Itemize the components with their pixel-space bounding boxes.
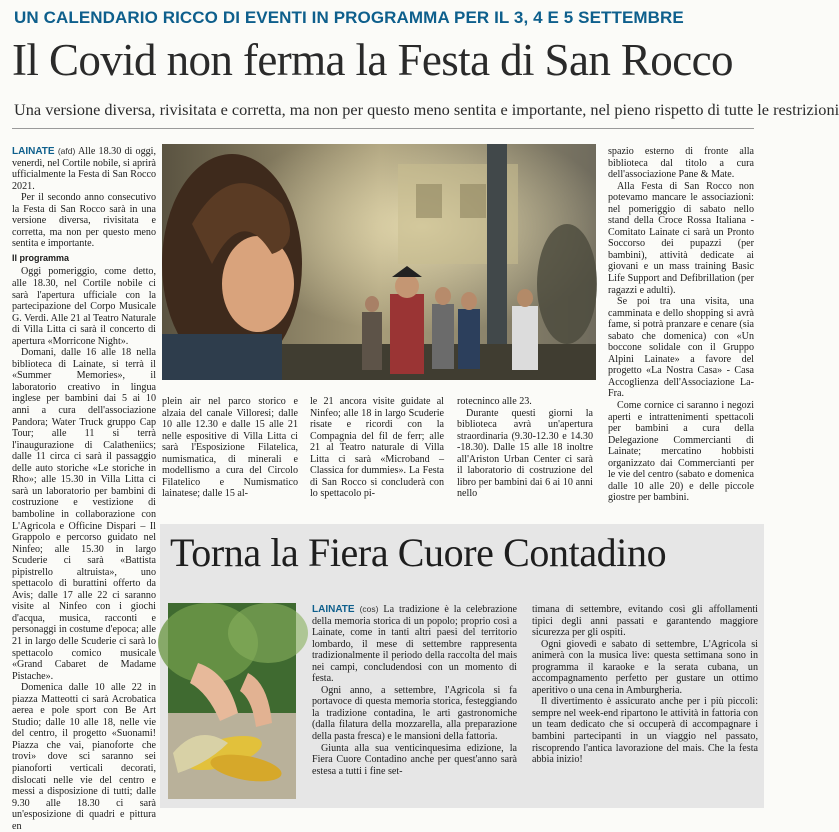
article1-column-3 (310, 396, 444, 526)
body-paragraph (312, 604, 517, 685)
author-initials: (afd) (57, 146, 76, 156)
body-paragraph: Durante questi giorni la biblioteca avrà un'apertura straordinaria (9.30-12.30 e 14.30 -18.30). Dalle 15 alle 18 inoltre all'Ariston Urban Center ci sarà il laboratorio di costruzione del libro per bambini dai 6 ai 10 anni nello (457, 407, 593, 500)
intro-paragraph (12, 146, 156, 192)
author-initials: (cos) (359, 604, 379, 614)
section-heading: Il programma (12, 252, 70, 263)
body-paragraph: timana di settembre, evitando così gli affollamenti tipici degli anni passati e garantendo maggiore sicurezza per gli ospiti. (532, 604, 758, 639)
article1-column-2 (162, 396, 298, 526)
body-paragraph: Giunta alla sua venticinquesima edizione, la Fiera Cuore Contadino anche per quest'anno sarà estesa a tutti i fine set- (312, 742, 517, 777)
city-label: LAINATE (312, 604, 355, 615)
body-paragraph: le 21 ancora visite guidate al Ninfeo; alle 18 in largo Scuderie risate e ricordi con la Compagnia del fil de ferr; alle 21 al Teatro naturale di Villa Litta ci sarà «Microband –Classica for dummies». La Festa di San Rocco si concluderà con lo spettacolo pi- (310, 396, 444, 500)
kicker: UN CALENDARIO RICCO DI EVENTI IN PROGRAMMA PER IL 3, 4 E 5 SETTEMBRE (14, 8, 684, 27)
body-paragraph: Come cornice ci saranno i negozi aperti e intrattenimenti spettacoli per bambini a cura della Delegazione Commercianti di Lainate; mercatino hobbisti organizzato dai Commercianti per le vie del centro (sabato e domenica dalle 10 alle 20) e delle piccole giostre per bambini. (608, 400, 754, 504)
body-paragraph: Ogni giovedì e sabato di settembre, L'Agricola si animerà con la musica live: questa settimana sono in programma il karaoke e la serata cubana, un accompagnamento perfetto per gustare un ottimo aperitivo o una cena in Amburgheria. (532, 638, 758, 696)
article1-column-5 (608, 146, 754, 522)
festival-photo (162, 144, 596, 380)
article2-title: Torna la Fiera Cuore Contadino (170, 530, 667, 575)
intro-text: Alle 18.30 di oggi, venerdì, nel Cortile nobile, si aprirà ufficialmente la Festa di San Rocco 2021. (12, 146, 156, 192)
body-paragraph: rotecnincо alle 23. (457, 396, 532, 407)
intro-paragraph-2: Per il secondo anno consecutivo la Festa di San Rocco sarà in una versione diversa, rivisitata e corretta, ma non per questo meno sentita e importante. (12, 192, 156, 250)
body-paragraph: Alla Festa di San Rocco non potevamo mancare le associazioni: nel pomeriggio di sabato nello stand della Croce Rossa Italiana - Comitato Lainate ci sarà un Pronto Soccorso dei pupazzi (per bambini), attività dedicate ai giovani e un mass training Basic Life Support and Defibrillation (per ragazzi e adulti). (608, 180, 754, 296)
body-paragraph: Domani, dalle 16 alle 18 nella biblioteca di Lainate, si terrà il «Summer Memories», il laboratorio creativo in lingua inglese per bambini dai 5 ai 10 anni a cura dell'associazione Pandora; Water Truck gruppo Cap Tour; alle 11 si terrà l'inaugurazione di Calatheniics; dalle 11 circa ci sarà il passaggio delle auto storiche «Le storiche in Rho»; alle 15.30 in Villa Litta ci sarà un laboratorio per bambini di costruzione e vestizione di bamboline in collaborazione con L'Agricola e Officine Dispari – Il Grappolo e percorso guidato nel Ninfeo; alle 15.30 in largo Scuderie ci sarà «Battista pipistrello altruista», uno spettacolo di burattini offerto da Avis; dalle 17 alle 22 ci saranno visite al Ninfeo con i giochi d'acqua, musica, racconti e personaggi in costume d'epoca; alle 21 in largo delle Scuderie ci sarà lo spettacolo comico musicale «Grand Cabaret de Madame Pistache». (12, 347, 156, 682)
body-paragraph: plein air nel parco storico e alzaia del canale Villoresi; dalle 10 alle 12.30 e dalle 15 alle 21 nelle espositive di Villa Litta ci sarà l'Esposizione Filatelica, numismatica, di minerali e modellismo a cura del Circolo Filatelico e Numismatico lainatese; dalle 15 al- (162, 396, 298, 500)
subtitle: Una versione diversa, rivisitata e corretta, ma non per questo meno sentita e importante, nel pieno rispetto di tutte le restrizioni (14, 100, 839, 119)
body-paragraph: Oggi pomeriggio, come detto, alle 18.30, nel Cortile nobile ci sarà l'apertura ufficiale con la partecipazione del Corpo Musicale G. Verdi. Alle 21 al Teatro Naturale di Villa Litta ci sarà il concerto di apertura «Morricone Night». (12, 266, 156, 347)
corn-photo-illustration (168, 603, 296, 799)
article2-column-2 (532, 604, 758, 804)
body-paragraph: Se poi tra una visita, una camminata e dello shopping si avrà fame, si potrà pranzare e cenare (sia sabato che domenica) con «Un boccone solidale con il Gruppo Alpini Lainate» a favore del progetto «La Nostra Casa» - Casa Accoglienza dell'Associazione La-Fra. (608, 296, 754, 400)
festival-photo-illustration (162, 144, 596, 380)
article2-column-1 (312, 604, 517, 804)
corn-photo (168, 603, 296, 799)
body-paragraph: spazio esterno di fronte alla biblioteca dal titolo a cura dell'associazione Pane & Mate. (608, 146, 754, 181)
body-text: La tradizione è la celebrazione della memoria storica di un popolo; proprio così a Lainate, come in tanti altri paesi del territorio lombardo, il mese di settembre rappresenta tradizionalmente il periodo della raccolta del mais nei campi, concludendosi con un momento di festa. (312, 604, 518, 685)
divider (12, 128, 754, 129)
body-paragraph: Domenica dalle 10 alle 22 in piazza Matteotti ci sarà Acrobatica aerea e pole sport con Be Art Studio; dalle 10 alle 18, nelle vie del centro, il progetto «Suonami! Piazza che vai, pianoforte che trovi» dove sci saranno sei pianoforti verticali decorati, dislocati nelle vie del centro e messi a disposizione di tutti; dalle 9.30 alle 18.30 ci sarà un'esposizione di quadri e pittura en (12, 682, 156, 832)
article1-column-4 (457, 396, 593, 526)
article1-column-1 (12, 146, 156, 832)
city-label: LAINATE (12, 146, 55, 157)
page-title: Il Covid non ferma la Festa di San Rocco (12, 35, 733, 85)
body-paragraph: Ogni anno, a settembre, l'Agricola si fa portavoce di questa memoria storica, festeggiando la tradizione contadina, le arti gastronomiche (dalla filatura della mozzarella, alla preparazione della pasta fresca) e le mansioni della fattoria. (312, 684, 517, 743)
body-paragraph: Il divertimento è assicurato anche per i più piccoli: sempre nel week-end ripartono le attività in fattoria con un team dedicato che si occuperà di accompagnare i bambini partecipanti in un viaggio nel passato, riscoprendo l'antica lavorazione del mais. Che la festa abbia inizio! (532, 696, 758, 766)
